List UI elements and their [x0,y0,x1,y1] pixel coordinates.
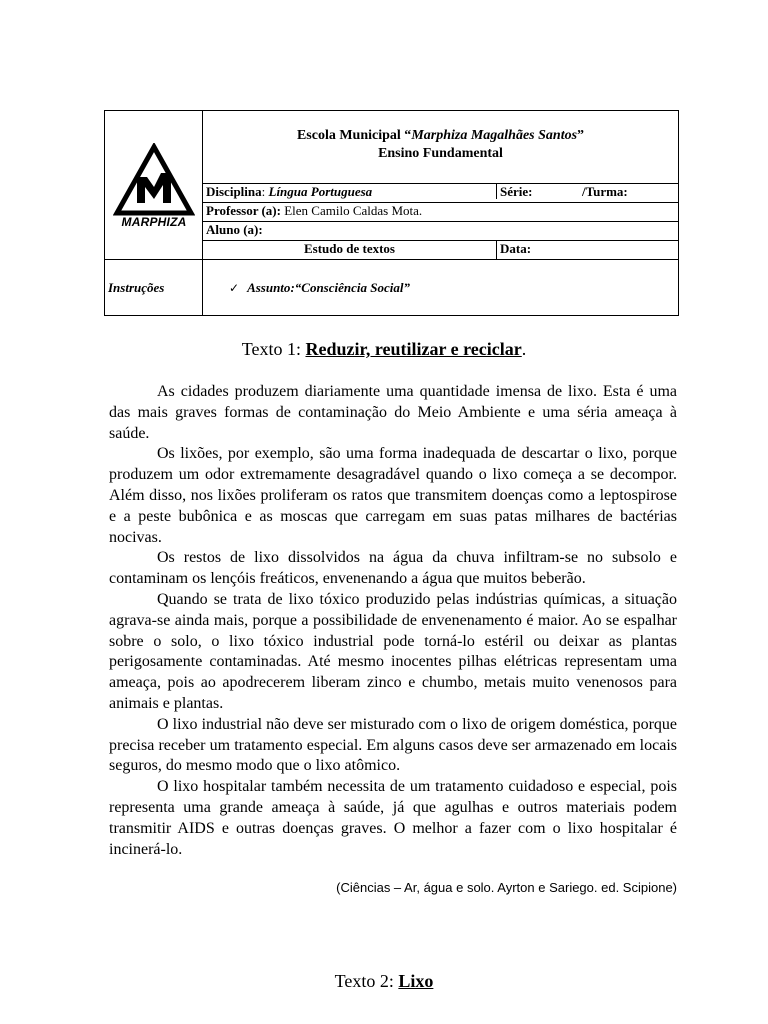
text2-title-main: Lixo [398,971,434,991]
marphiza-logo-icon [113,143,195,217]
professor-value: Elen Camilo Caldas Mota. [284,203,423,218]
checkmark-icon: ✓ [229,280,240,295]
text1-title-main: Reduzir, reutilizar e reciclar [305,339,522,359]
header-table [104,110,679,316]
paragraph-5: O lixo industrial não deve ser misturado com o lixo de origem doméstica, porque precisa receber um tratamento especial. Em alguns casos deve ser armazenado em locais seguros, do mesmo modo que o lixo atômico. [109,715,677,775]
instructions-label: Instruções [105,259,203,315]
paragraph-6: O lixo hospitalar também necessita de um tratamento cuidadoso e especial, pois representa uma grande ameaça à saúde, já que agulhas e outros materiais podem transmitir AIDS e outras doenças graves. O melhor a fazer com o lixo hospitalar é incinerá-lo. [109,778,677,858]
professor-row [203,202,678,218]
instructions-content: ✓ Assunto : “Consciência Social” [203,259,678,315]
subject-value: “Consciência Social” [294,279,410,295]
discipline-row: Disciplina: Língua Portuguesa Série: /Turma: [203,183,678,199]
paragraph-1: As cidades produzem diariamente uma quantidade imensa de lixo. Esta é uma das mais graves formas de contaminação do Meio Ambiente e uma séria ameaça à saúde. [109,383,677,442]
serie-field[interactable]: Série: [496,184,579,199]
aluno-field[interactable]: Aluno (a): [206,222,263,237]
text1-body [109,382,677,860]
activity-row [203,240,678,259]
education-level: Ensino Fundamental [378,146,503,161]
discipline-label: Disciplina [206,184,262,199]
text1-title: Texto 1: Reduzir, reutilizar e reciclar. [241,339,527,359]
paragraph-3: Os restos de lixo dissolvidos na água da chuva infiltram-se no subsolo e contaminam os lençóis freáticos, envenenando a água que muitos beberão. [109,549,677,588]
subject-label: Assunto [247,279,291,295]
professor-label: Professor (a): [206,203,281,218]
activity-title: Estudo de textos [303,241,395,256]
school-heading [203,127,678,163]
paragraph-4: Quando se trata de lixo tóxico produzido pelas indústrias químicas, a situação agrava-se ainda mais, porque a possibilidade de envenenamento é maior. Ao se espalhar sobre o solo, o lixo tóxico industrial pode torná-lo estéril ou deixar as plantas perigosamente contaminadas. Até mesmo inocentes pilhas elétricas representam uma ameaça, pois ao apodrecerem liberam zinco e chumbo, metais muito venenosos para animais e plantas. [109,590,677,712]
aluno-row[interactable] [203,221,678,237]
date-field[interactable]: Data: [496,241,678,259]
logo-text: MARPHIZA [121,215,187,229]
school-name: Marphiza Magalhães Santos [411,128,578,143]
logo-cell [105,111,203,259]
discipline-value: Língua Portuguesa [268,184,373,199]
text2-title: Texto 2: Lixo [334,971,434,991]
citation: (Ciências – Ar, água e solo. Ayrton e Sariego. ed. Scipione) [336,880,677,895]
turma-field[interactable]: /Turma: [582,184,628,199]
paragraph-2: Os lixões, por exemplo, são uma forma inadequada de descartar o lixo, porque produzem um odor extremamente desagradável quando o lixo começa a se decompor. Além disso, nos lixões proliferam os ratos que transmitem doenças como a leptospirose e a peste bubônica e as moscas que carregam em suas patas milhares de bactérias nocivas. [109,445,677,546]
school-name-line: Escola Municipal “Marphiza Magalhães Santos” [296,128,585,143]
